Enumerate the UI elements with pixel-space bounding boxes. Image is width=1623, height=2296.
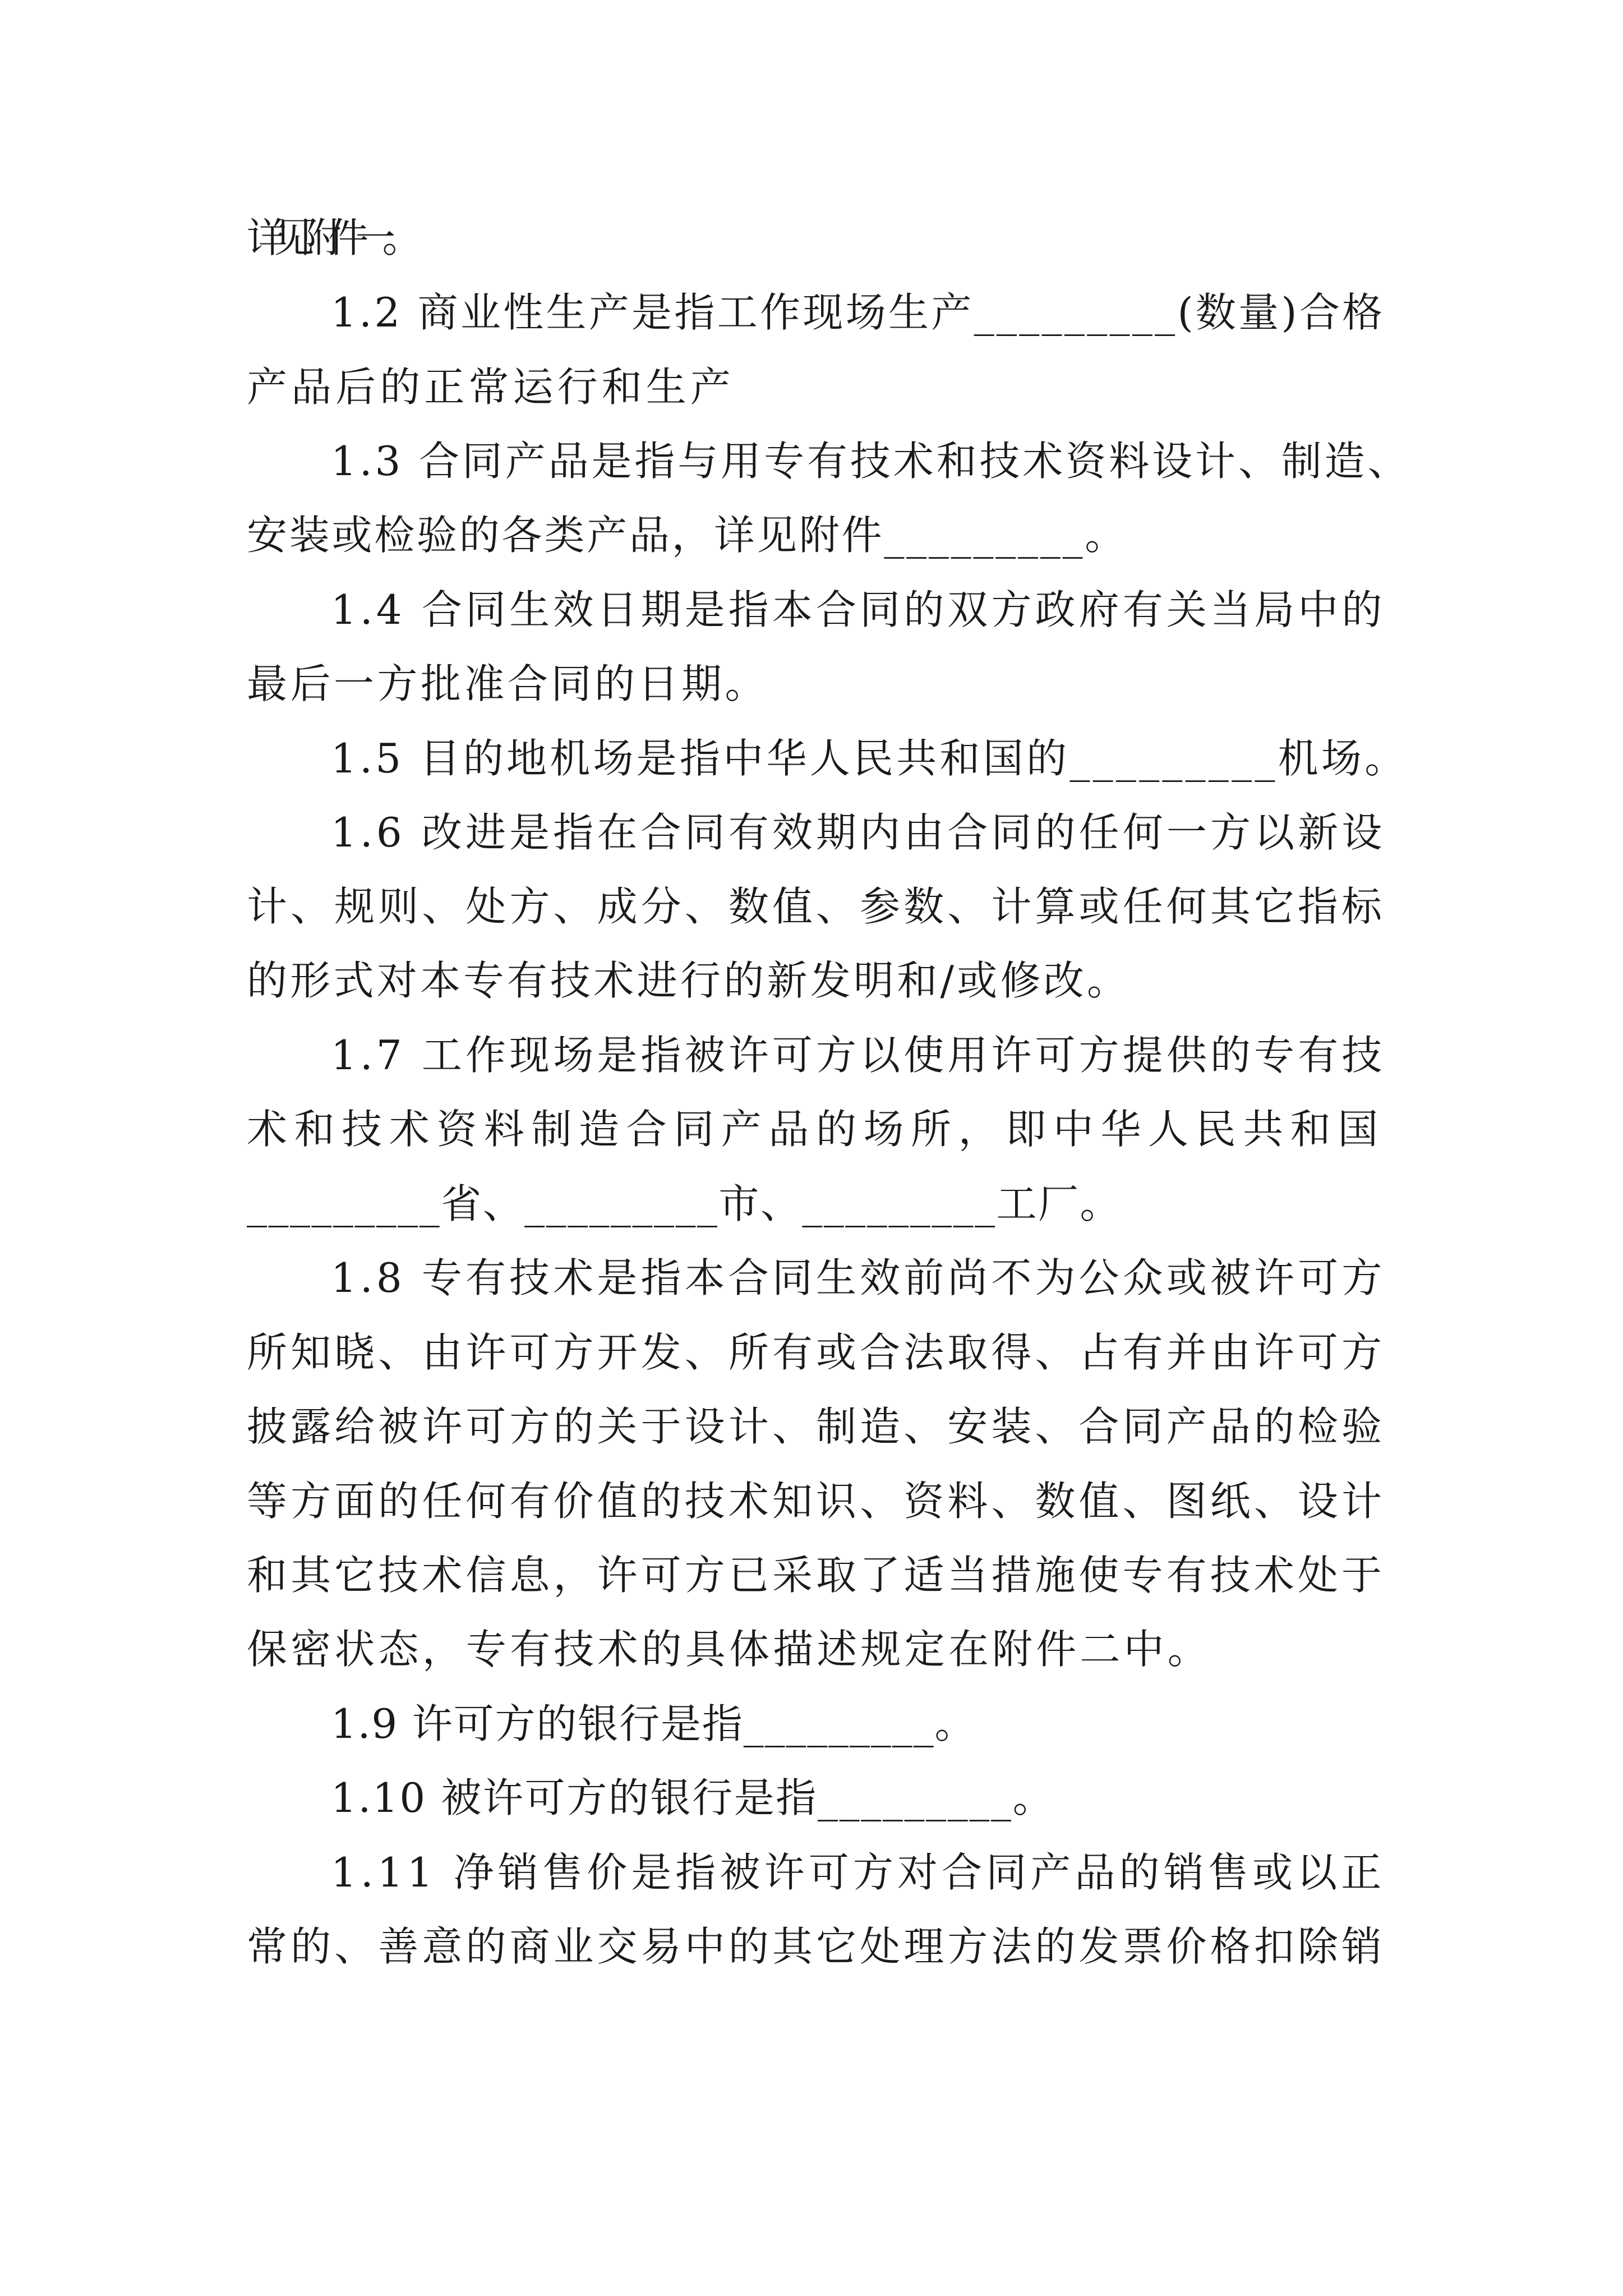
clause-1-3-line-1: 1.3 合同产品是指与用专有技术和技术资料设计、制造、 [331,438,1411,485]
clause-1-4-line-1: 1.4 合同生效日期是指本合同的双方政府有关当局中的 [331,586,1386,633]
clause-1-9-line-1: 1.9 许可方的银行是指_________。 [331,1700,976,1747]
clause-1-8-line-1: 1.8 专有技术是指本合同生效前尚不为公众或被许可方 [331,1254,1386,1301]
clause-1-8-line-4: 等方面的任何有价值的技术知识、资料、数值、图纸、设计 [247,1478,1386,1525]
clause-1-3-line-2: 安装或检验的各类产品，详见附件_________。 [247,512,1128,559]
clause-1-6-line-3: 的形式对本专有技术进行的新发明和/或修改。 [247,957,1131,1004]
clause-1-8-line-6: 保密状态，专有技术的具体描述规定在附件二中。 [247,1626,1211,1673]
clause-1-7-line-2: 术和技术资料制造合同产品的场所，即中华人民共和国 [247,1106,1385,1153]
clause-1-11-line-2: 常的、善意的商业交易中的其它处理方法的发票价格扣除销 [247,1923,1386,1970]
clause-1-8-line-3: 披露给被许可方的关于设计、制造、安装、合同产品的检验 [247,1403,1386,1450]
clause-1-4-line-2: 最后一方批准合同的日期。 [247,660,769,707]
text-line: 详见附件一。 [247,214,409,261]
clause-1-6-line-2: 计、规则、处方、成分、数值、参数、计算或任何其它指标 [247,883,1386,930]
clause-1-7-line-1: 1.7 工作现场是指被许可方以使用许可方提供的专有技 [331,1032,1386,1079]
clause-1-2-line-1: 1.2 商业性生产是指工作现场生产_________(数量)合格 [331,289,1385,336]
clause-1-8-line-5: 和其它技术信息，许可方已采取了适当措施使专有技术处于 [247,1552,1386,1599]
clause-1-8-line-2: 所知晓、由许可方开发、所有或合法取得、占有并由许可方 [247,1329,1386,1376]
clause-1-11-line-1: 1.11 净销售价是指被许可方对合同产品的销售或以正 [331,1849,1386,1896]
clause-1-2-line-2: 产品后的正常运行和生产 [247,364,735,411]
clause-1-10-line-1: 1.10 被许可方的银行是指_________。 [331,1774,1055,1821]
clause-1-6-line-1: 1.6 改进是指在合同有效期内由合同的任何一方以新设 [331,809,1386,856]
clause-1-5-line-1: 1.5 目的地机场是指中华人民共和国的_________机场。 [331,735,1408,782]
clause-1-7-line-3: _________省、_________市、_________工厂。 [247,1180,1122,1227]
